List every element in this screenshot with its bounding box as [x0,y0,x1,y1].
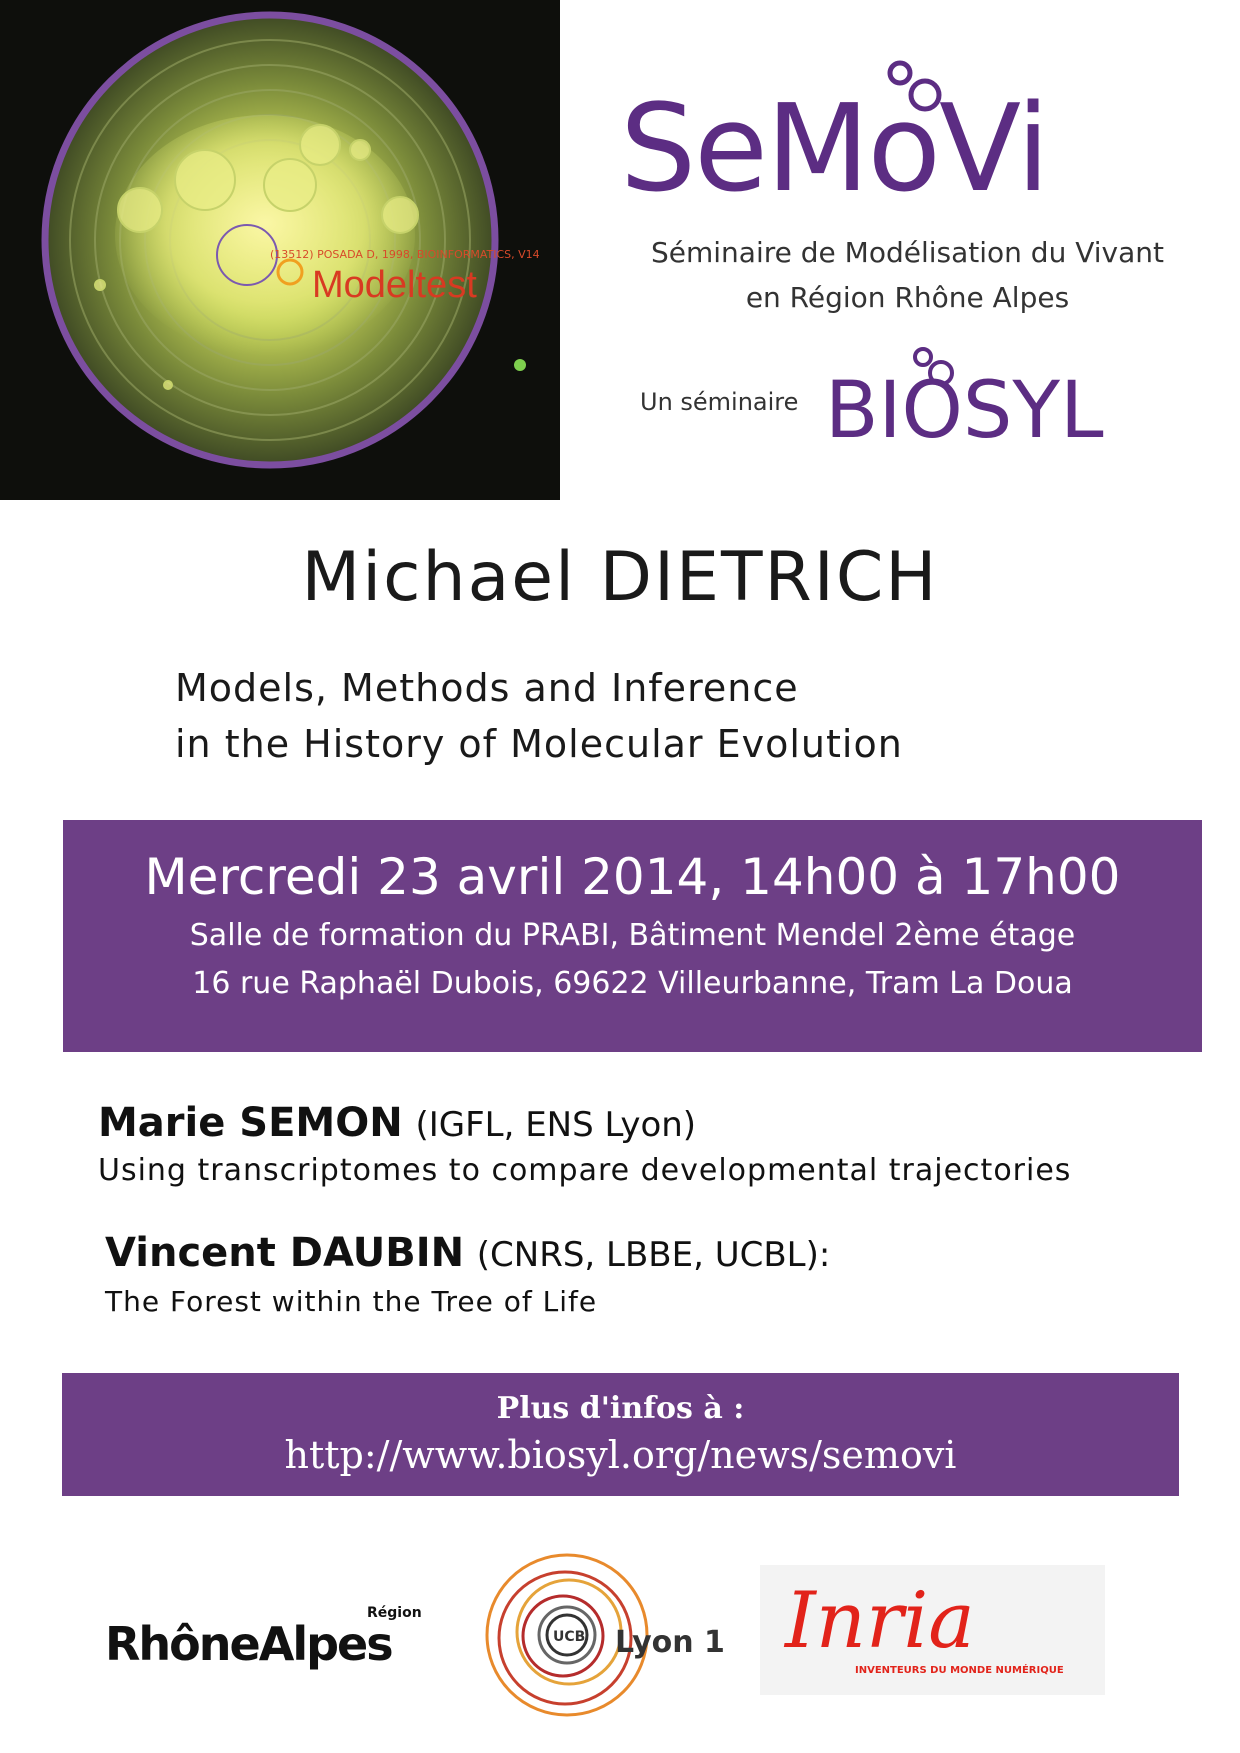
main-talk-title [175,660,1125,772]
ucbl-inner-mark: UCB [553,1629,586,1645]
artwork-caption-small: (13512) POSADA D, 1998, BIOINFORMATICS, V14 [270,248,540,261]
speaker-2 [105,1230,830,1276]
speaker-2-affiliation: (CNRS, LBBE, UCBL): [476,1235,831,1275]
inria-logo-text: Inria [785,1576,975,1666]
ucbl-lyon1-text: Lyon 1 [615,1625,725,1660]
un-seminaire-label: Un séminaire [640,388,799,416]
biosyl-logo-text: BIOSYL [825,366,1104,445]
rhone-alpes-region-label: Région [367,1605,422,1621]
more-info-banner [62,1373,1179,1496]
event-venue: Salle de formation du PRABI, Bâtiment Mendel 2ème étage [189,918,1076,953]
main-speaker-name: Michael DIETRICH [301,538,939,617]
more-info-label: Plus d'infos à : [496,1391,745,1426]
seminar-subtitle [620,230,1195,320]
subtitle-line-2: en Région Rhône Alpes [745,281,1070,314]
speaker-2-name: Vincent DAUBIN [105,1230,465,1276]
talk-title-line-1: Models, Methods and Inference [175,666,799,710]
biosyl-logo [825,345,1125,445]
semovi-logo-text: SeMoVi [620,80,1048,215]
speaker-1-affiliation: (IGFL, ENS Lyon) [415,1105,697,1145]
rhone-alpes-logo-text: RhôneAlpes [105,1617,392,1671]
citation-network-graphic [0,0,560,500]
talk-title-line-2: in the History of Molecular Evolution [175,722,903,766]
event-details-banner [63,820,1202,1052]
inria-logo [760,1565,1105,1695]
semovi-logo [620,55,1180,215]
event-address: 16 rue Raphaël Dubois, 69622 Villeurbanne, Tram La Doua [192,966,1073,1001]
inria-tagline: INVENTEURS DU MONDE NUMÉRIQUE [855,1665,1064,1676]
speaker-2-talk: The Forest within the Tree of Life [105,1285,598,1318]
subtitle-line-1: Séminaire de Modélisation du Vivant [651,236,1164,269]
rhone-alpes-logo [105,1595,445,1675]
ucbl-lyon1-logo [475,1540,735,1730]
speaker-1-name: Marie SEMON [98,1100,403,1146]
event-date: Mercredi 23 avril 2014, 14h00 à 17h00 [144,848,1121,906]
speaker-1-talk: Using transcriptomes to compare developmental trajectories [98,1153,1072,1188]
artwork-caption-large: Modeltest [312,264,477,306]
more-info-link[interactable]: http://www.biosyl.org/news/semovi [284,1433,957,1477]
modeltest-artwork [0,0,560,500]
speaker-1 [98,1100,696,1146]
